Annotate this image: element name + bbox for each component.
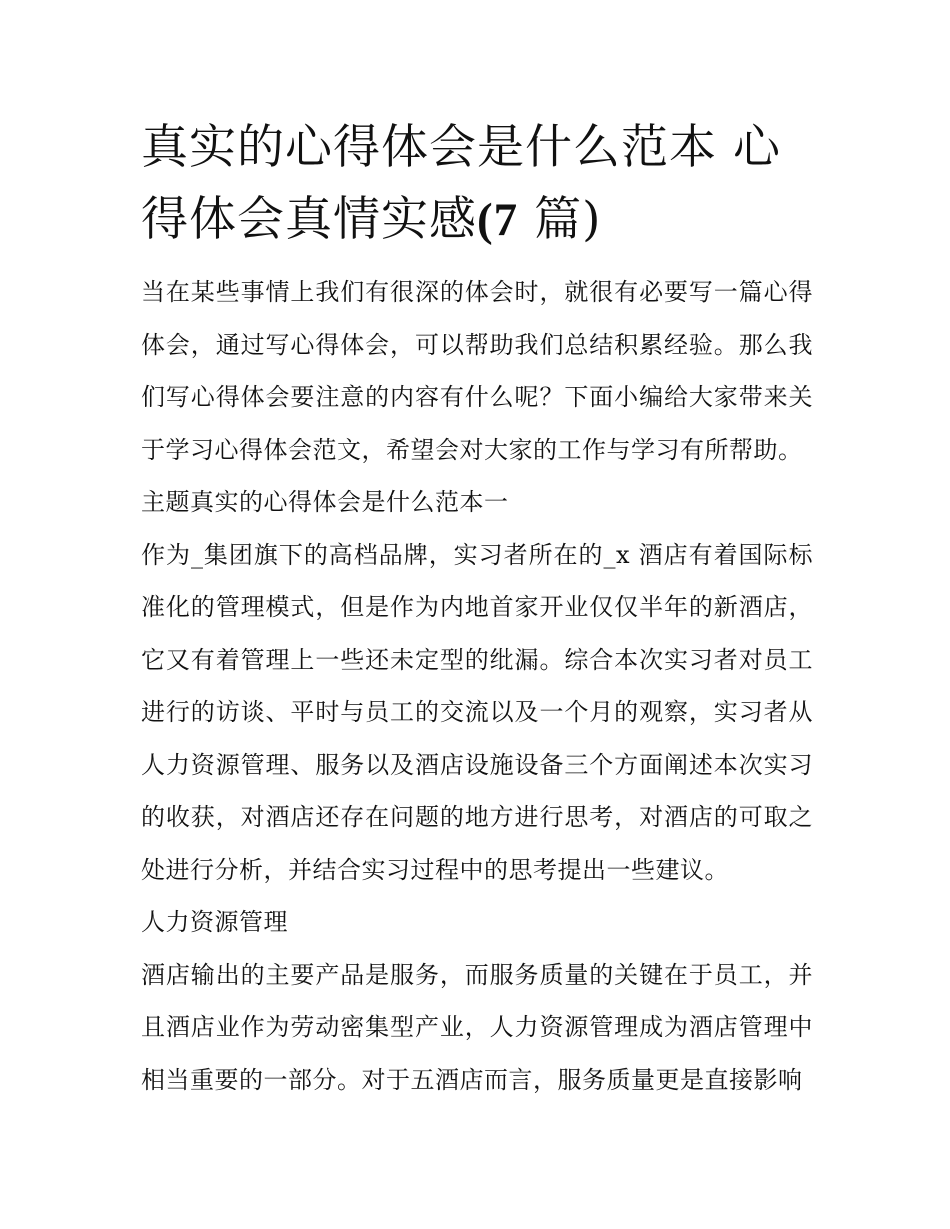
title-text: 真实的心得体会是什么范本 心得体会真情实感: [141, 120, 781, 247]
title-count: (7: [477, 194, 519, 246]
section-heading: 主题真实的心得体会是什么范本一: [141, 488, 509, 516]
section-heading: 人力资源管理: [141, 908, 288, 936]
title-suffix: 篇): [518, 192, 602, 247]
document-page: [141, 112, 813, 1106]
body-paragraph: 酒店输出的主要产品是服务，而服务质量的关键在于员工，并且酒店业作为劳动密集型产业，人力资源管理成为酒店管理中相当重要的一部分。对于五酒店而言，服务质量更是直接影响: [141, 960, 813, 1094]
document-title: [141, 112, 813, 256]
body-paragraph: 作为_集团旗下的高档品牌，实习者所在的_x 酒店有着国际标准化的管理模式，但是作为内地首家开业仅仅半年的新酒店，它又有着管理上一些还未定型的纰漏。综合本次实习者对员工进行的访谈、平时与员工的交流以及一个月的观察，实习者从人力资源管理、服务以及酒店设施设备三个方面阐述本次实习的收获，对酒店还存在问题的地方进行思考，对酒店的可取之处进行分析，并结合实习过程中的思考提出一些建议。: [141, 540, 813, 884]
intro-paragraph: 当在某些事情上我们有很深的体会时，就很有必要写一篇心得体会，通过写心得体会，可以帮助我们总结积累经验。那么我们写心得体会要注意的内容有什么呢？下面小编给大家带来关于学习心得体会范文，希望会对大家的工作与学习有所帮助。: [141, 278, 813, 464]
